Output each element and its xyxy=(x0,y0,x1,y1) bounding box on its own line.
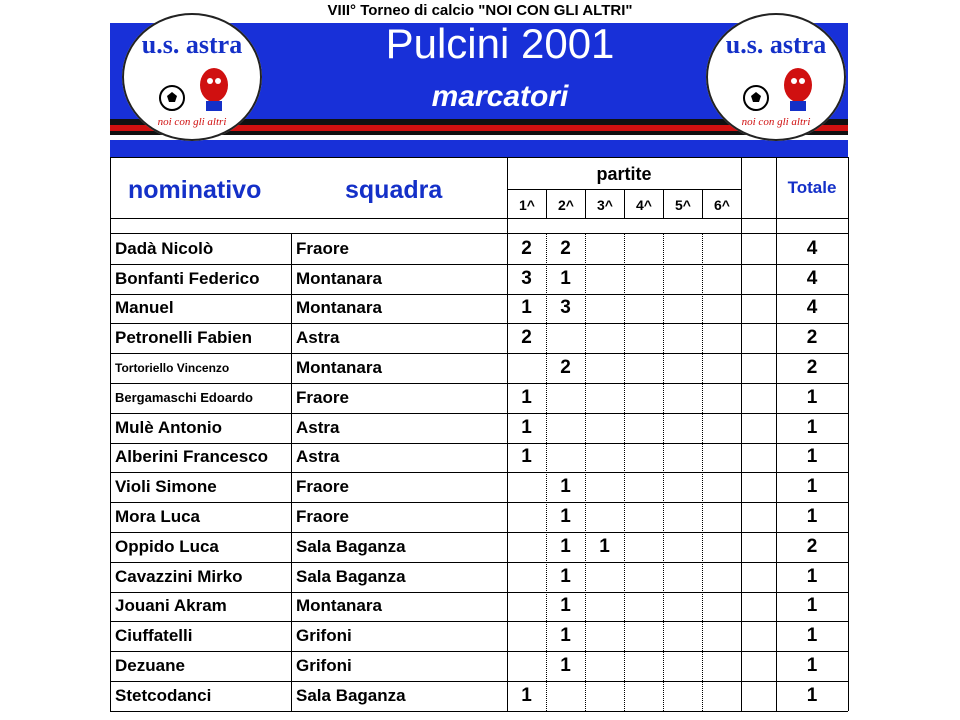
team-name: Montanara xyxy=(296,298,382,318)
goals-game-6 xyxy=(702,651,741,681)
goals-game-4 xyxy=(624,234,663,264)
goals-game-2 xyxy=(546,413,585,443)
player-name: Dezuane xyxy=(115,656,185,676)
grid-line xyxy=(110,157,848,158)
goals-game-4 xyxy=(624,651,663,681)
goals-game-1 xyxy=(507,532,546,562)
logo-club-text: u.s. astra xyxy=(141,30,243,59)
goals-game-2 xyxy=(546,383,585,413)
goals-game-6 xyxy=(702,532,741,562)
team-name: Fraore xyxy=(296,387,349,407)
player-name: Oppido Luca xyxy=(115,536,219,556)
goals-game-2 xyxy=(546,443,585,473)
goals-game-5 xyxy=(663,413,702,443)
goals-game-2 xyxy=(546,681,585,711)
table-row xyxy=(110,592,848,622)
goals-game-1: 2 xyxy=(521,327,532,349)
goals-game-6 xyxy=(702,413,741,443)
goals-game-6 xyxy=(702,323,741,353)
page-title: Pulcini 2001 xyxy=(385,20,615,67)
player-name: Manuel xyxy=(115,298,174,318)
player-name: Alberini Francesco xyxy=(115,447,269,467)
goals-total: 2 xyxy=(806,535,818,557)
goals-game-3 xyxy=(585,234,624,264)
team-name: Grifoni xyxy=(296,626,352,646)
goals-game-1: 3 xyxy=(521,267,532,289)
goals-game-2: 1 xyxy=(560,565,571,587)
goals-total: 1 xyxy=(806,655,818,677)
table-row xyxy=(110,562,848,592)
goals-total: 1 xyxy=(806,446,818,468)
table-row xyxy=(110,443,848,473)
player-name: Mora Luca xyxy=(115,507,201,527)
goals-game-4 xyxy=(624,532,663,562)
table-row xyxy=(110,651,848,681)
header-game-3: 3^ xyxy=(597,197,613,213)
team-name: Fraore xyxy=(296,507,349,527)
table-row xyxy=(110,264,848,294)
goals-game-1 xyxy=(507,502,546,532)
goals-game-1: 1 xyxy=(521,684,532,706)
goals-game-5 xyxy=(663,502,702,532)
table-row xyxy=(110,234,848,264)
goals-game-5 xyxy=(663,532,702,562)
player-name: Bonfanti Federico xyxy=(115,268,260,288)
goals-game-1 xyxy=(507,592,546,622)
goals-total: 2 xyxy=(806,327,818,349)
goals-game-6 xyxy=(702,264,741,294)
player-name: Dadà Nicolò xyxy=(115,238,214,258)
header-game-2: 2^ xyxy=(558,197,574,213)
table-row xyxy=(110,413,848,443)
goals-game-2: 1 xyxy=(560,506,571,528)
goals-game-6 xyxy=(702,502,741,532)
team-name: Montanara xyxy=(296,596,382,616)
header-game-4: 4^ xyxy=(636,197,652,213)
grid-line xyxy=(585,189,586,218)
player-name: Violi Simone xyxy=(115,477,217,497)
goals-game-2: 2 xyxy=(560,357,571,379)
header-partite: partite xyxy=(596,164,652,184)
goals-game-4 xyxy=(624,383,663,413)
logo-motto-text: noi con gli altri xyxy=(157,116,227,128)
goals-game-4 xyxy=(624,294,663,324)
player-name: Cavazzini Mirko xyxy=(115,566,243,586)
table-row xyxy=(110,502,848,532)
goals-game-5 xyxy=(663,592,702,622)
table-row xyxy=(110,681,848,711)
page-subtitle: marcatori xyxy=(431,80,569,113)
goals-game-1: 1 xyxy=(521,416,532,438)
goals-game-1 xyxy=(507,472,546,502)
goals-game-1: 1 xyxy=(521,386,532,408)
goals-game-5 xyxy=(663,562,702,592)
team-name: Fraore xyxy=(296,477,349,497)
player-name: Bergamaschi Edoardo xyxy=(115,390,253,406)
goals-game-2 xyxy=(546,323,585,353)
player-name: Jouani Akram xyxy=(115,596,227,616)
goals-game-1 xyxy=(507,651,546,681)
goals-game-4 xyxy=(624,562,663,592)
team-name: Sala Baganza xyxy=(296,536,406,556)
team-name: Sala Baganza xyxy=(296,685,406,705)
goals-game-1: 2 xyxy=(521,237,532,259)
goals-game-6 xyxy=(702,621,741,651)
grid-line xyxy=(663,189,664,218)
team-name: Sala Baganza xyxy=(296,566,406,586)
goals-total: 2 xyxy=(806,357,818,379)
grid-line xyxy=(546,189,547,218)
goals-game-1 xyxy=(507,562,546,592)
goals-total: 4 xyxy=(806,237,818,259)
goals-game-3 xyxy=(585,443,624,473)
goals-total: 1 xyxy=(806,625,818,647)
goals-game-6 xyxy=(702,592,741,622)
table-row xyxy=(110,323,848,353)
goals-game-5 xyxy=(663,443,702,473)
goals-game-6 xyxy=(702,443,741,473)
goals-game-4 xyxy=(624,443,663,473)
goals-game-4 xyxy=(624,353,663,383)
team-name: Grifoni xyxy=(296,656,352,676)
goals-game-6 xyxy=(702,472,741,502)
goals-game-4 xyxy=(624,681,663,711)
goals-game-2: 2 xyxy=(560,237,571,259)
header-totale: Totale xyxy=(787,178,837,197)
goals-game-4 xyxy=(624,472,663,502)
goals-game-6 xyxy=(702,562,741,592)
goals-game-5 xyxy=(663,264,702,294)
goals-game-5 xyxy=(663,383,702,413)
player-name: Tortoriello Vincenzo xyxy=(115,361,230,376)
goals-game-3 xyxy=(585,294,624,324)
goals-game-1: 1 xyxy=(521,297,532,319)
goals-game-3 xyxy=(585,502,624,532)
goals-game-6 xyxy=(702,383,741,413)
goals-total: 1 xyxy=(806,684,818,706)
goals-game-3 xyxy=(585,383,624,413)
goals-game-3 xyxy=(585,472,624,502)
goals-game-2: 1 xyxy=(560,535,571,557)
grid-line xyxy=(110,218,848,219)
goals-game-5 xyxy=(663,294,702,324)
team-name: Astra xyxy=(296,447,340,467)
goals-game-3 xyxy=(585,323,624,353)
goals-total: 1 xyxy=(806,595,818,617)
goals-game-6 xyxy=(702,681,741,711)
table-row xyxy=(110,383,848,413)
goals-game-2: 1 xyxy=(560,625,571,647)
table-row xyxy=(110,353,848,383)
goals-total: 1 xyxy=(806,476,818,498)
goals-game-1 xyxy=(507,353,546,383)
goals-game-3 xyxy=(585,621,624,651)
logo-motto-text: noi con gli altri xyxy=(741,116,811,128)
goals-game-3: 1 xyxy=(599,535,610,557)
player-name: Ciuffatelli xyxy=(115,626,193,646)
goals-game-1: 1 xyxy=(521,446,532,468)
team-name: Montanara xyxy=(296,268,382,288)
table-row xyxy=(110,472,848,502)
player-name: Mulè Antonio xyxy=(115,417,223,437)
header-game-5: 5^ xyxy=(675,197,691,213)
team-name: Astra xyxy=(296,328,340,348)
table-row xyxy=(110,532,848,562)
goals-game-3 xyxy=(585,353,624,383)
grid-line xyxy=(848,157,849,711)
goals-game-5 xyxy=(663,353,702,383)
goals-game-5 xyxy=(663,472,702,502)
goals-game-5 xyxy=(663,234,702,264)
goals-game-4 xyxy=(624,323,663,353)
goals-game-4 xyxy=(624,264,663,294)
goals-game-2: 1 xyxy=(560,267,571,289)
goals-game-4 xyxy=(624,621,663,651)
goals-game-2: 1 xyxy=(560,595,571,617)
goals-game-5 xyxy=(663,681,702,711)
player-name: Stetcodanci xyxy=(115,685,212,705)
goals-total: 1 xyxy=(806,565,818,587)
header-nominativo: nominativo xyxy=(128,176,262,204)
header-game-6: 6^ xyxy=(714,197,730,213)
goals-total: 1 xyxy=(806,506,818,528)
goals-game-5 xyxy=(663,651,702,681)
goals-game-2: 1 xyxy=(560,476,571,498)
goals-game-2: 3 xyxy=(560,297,571,319)
team-name: Montanara xyxy=(296,358,382,378)
table-row xyxy=(110,294,848,324)
goals-total: 1 xyxy=(806,416,818,438)
goals-game-3 xyxy=(585,264,624,294)
goals-game-1 xyxy=(507,621,546,651)
grid-line xyxy=(702,189,703,218)
goals-game-3 xyxy=(585,562,624,592)
player-name: Petronelli Fabien xyxy=(115,328,252,348)
goals-total: 4 xyxy=(806,297,818,319)
grid-line xyxy=(110,711,848,712)
tournament-caption: VIII° Torneo di calcio "NOI CON GLI ALTRI" xyxy=(327,2,633,19)
goals-game-6 xyxy=(702,234,741,264)
team-name: Astra xyxy=(296,417,340,437)
goals-total: 1 xyxy=(806,386,818,408)
goals-game-6 xyxy=(702,353,741,383)
goals-game-4 xyxy=(624,413,663,443)
table-row xyxy=(110,621,848,651)
goals-game-5 xyxy=(663,323,702,353)
goals-game-6 xyxy=(702,294,741,324)
goals-game-3 xyxy=(585,592,624,622)
header-game-1: 1^ xyxy=(519,197,535,213)
goals-game-5 xyxy=(663,621,702,651)
goals-game-4 xyxy=(624,502,663,532)
grid-line xyxy=(624,189,625,218)
logo-club-text: u.s. astra xyxy=(725,30,827,59)
goals-game-3 xyxy=(585,413,624,443)
header-squadra: squadra xyxy=(345,176,443,204)
goals-game-3 xyxy=(585,651,624,681)
goals-game-4 xyxy=(624,592,663,622)
goals-game-2: 1 xyxy=(560,655,571,677)
goals-game-3 xyxy=(585,681,624,711)
goals-total: 4 xyxy=(806,267,818,289)
team-name: Fraore xyxy=(296,238,349,258)
